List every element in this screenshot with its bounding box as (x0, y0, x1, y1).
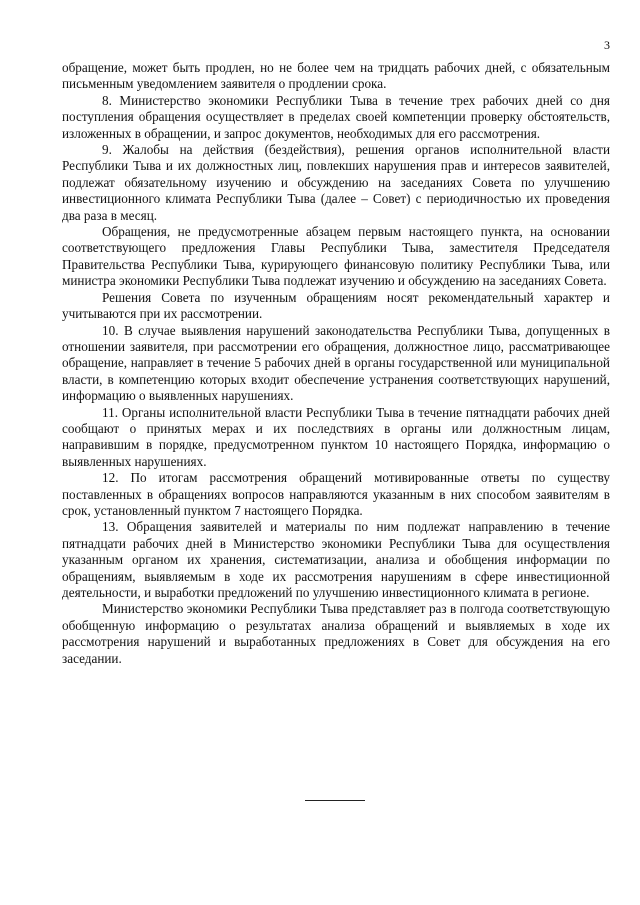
paragraph-item-12: 12. По итогам рассмотрения обращений мотивированные ответы по существу поставленных в обращениях вопросов направляются указанным в них способом заявителям в срок, установленный пунктом 7 настоящего Порядка. (62, 470, 610, 518)
end-of-document-line (305, 800, 365, 801)
paragraph-item-8: 8. Министерство экономики Республики Тыва в течение трех рабочих дней со дня поступления обращения осуществляет в пределах своей компетенции проверку обстоятельств, изложенных в обращении, и запрос документов, необходимых для его рассмотрения. (62, 92, 610, 141)
document-body (62, 60, 610, 667)
paragraph-item-9-appeals: Обращения, не предусмотренные абзацем первым настоящего пункта, на основании соответствующего предложения Главы Республики Тыва, заместителя Председателя Правительства Республики Тыва, курирующего финансовую политику Республики Тыва, или министра экономики Республики Тыва подлежат изучению и обсуждению на заседаниях Совета. (62, 224, 610, 289)
paragraph-ministry-report: Министерство экономики Республики Тыва представляет раз в полгода соответствующую обобщенную информацию о результатах анализа обращений и выявляемых в ходе их рассмотрения нарушений и выработанных предложениях в Совет для обсуждения на его заседании. (62, 601, 610, 666)
paragraph-item-13: 13. Обращения заявителей и материалы по ним подлежат направлению в течение пятнадцати рабочих дней в Министерство экономики Республики Тыва для осуществления указанным органом их хранения, систематизации, анализа и обобщения информации по обращениям, выявляемым в ходе их рассмотрения нарушениям в сфере инвестиционной деятельности, и выработки предложений по улучшению инвестиционного климата в регионе. (62, 519, 610, 600)
paragraph-item-9: 9. Жалобы на действия (бездействия), решения органов исполнительной власти Республики Тыва и их должностных лиц, повлекших нарушения прав и интересов заявителей, подлежат обязательному изучению и обсуждению на заседаниях Совета по улучшению инвестиционного климата Республики Тыва (далее – Совет) с периодичностью их проведения два раза в месяц. (62, 142, 610, 223)
paragraph-item-9-decisions: Решения Совета по изученным обращениям носят рекомендательный характер и учитываются при их рассмотрении. (62, 289, 610, 322)
page-number: 3 (604, 38, 610, 52)
paragraph-item-10: 10. В случае выявления нарушений законодательства Республики Тыва, допущенных в отношении заявителя, при рассмотрении его обращения, должностное лицо, рассматривающее обращение, направляет в течение 5 рабочих дней в органы государственной или муниципальной власти, в компетенцию которых входит обеспечение устранения соответствующих нарушений, информацию о выявленных нарушениях. (62, 322, 610, 404)
paragraph-continuation: обращение, может быть продлен, но не более чем на тридцать рабочих дней, с обязательным письменным уведомлением заявителя о продлении срока. (62, 60, 610, 92)
paragraph-item-11: 11. Органы исполнительной власти Республики Тыва в течение пятнадцати рабочих дней сообщают о принятых мерах и их последствиях в органы или должностным лицам, направившим в порядке, предусмотренном пунктом 10 настоящего Порядка, информацию о выявленных нарушениях. (62, 404, 610, 469)
